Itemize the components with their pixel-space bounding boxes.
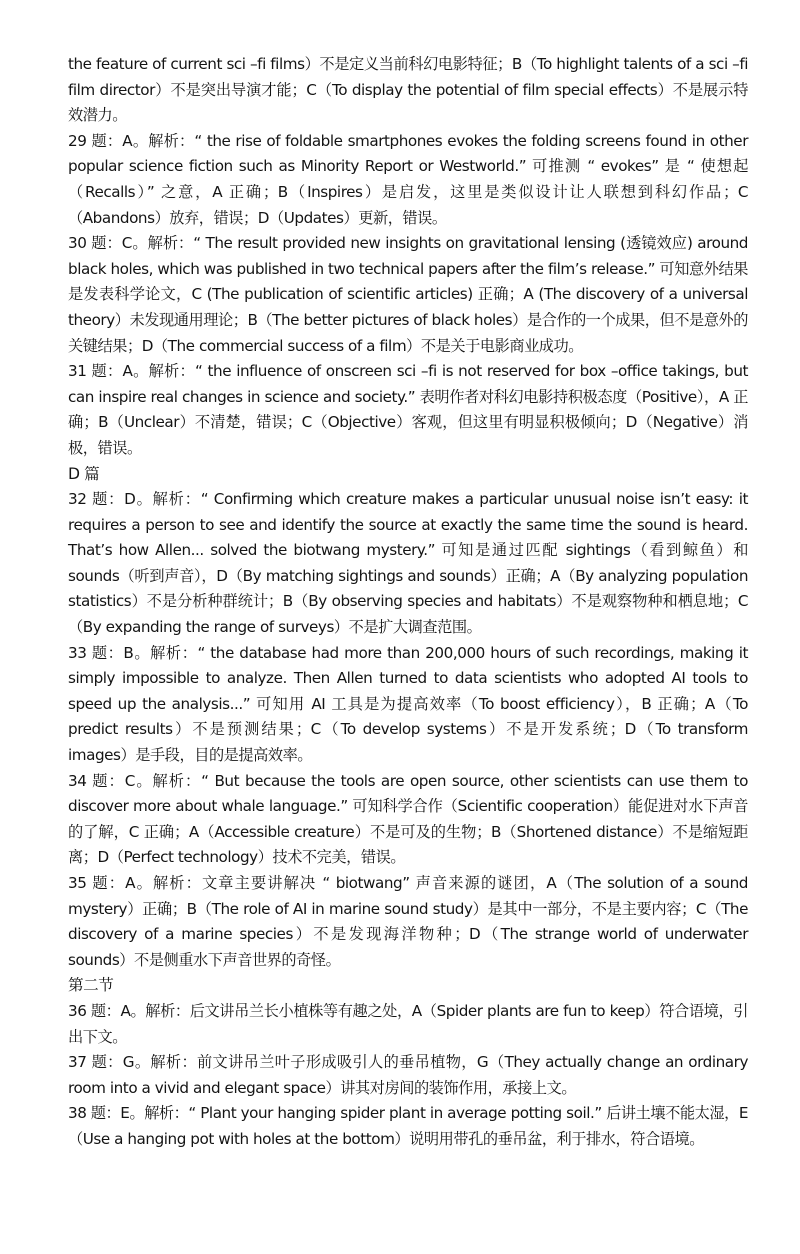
answer-explanation-page: [68, 52, 748, 1153]
section-heading-d: D 篇: [68, 464, 100, 483]
paragraph-continuation: the feature of current sci –fi films）不是定义当前科幻电影特征；B（To highlight talents of a sci –fi film director）不是突出导演才能；C（To display the potential of film special effects）不是展示特效潜力。: [68, 55, 748, 125]
paragraph-q31: 31 题：A。解析：“ the influence of onscreen sci –fi is not reserved for box –office takings, but can inspire real changes in science and society.” 表明作者对科幻电影持积极态度（Positive），A 正确；B（Unclear）不清楚，错误；C（Objective）客观，但这里有明显积极倾向；D（Negative）消极，错误。: [68, 362, 748, 457]
paragraph-q38: 38 题：E。解析：“ Plant your hanging spider plant in average potting soil.” 后讲土壤不能太湿，E（Use a hanging pot with holes at the bottom）说明用带孔的垂吊盆，利于排水，符合语境。: [68, 1104, 748, 1148]
paragraph-q29: 29 题：A。解析：“ the rise of foldable smartphones evokes the folding screens found in other popular science fiction such as Minority Report or Westworld.” 可推测 “ evokes” 是 “ 使想起（Recalls）” 之意，A 正确；B（Inspires）是启发，这里是类似设计让人联想到科幻作品；C（Abandons）放弃，错误；D（Updates）更新，错误。: [68, 131, 748, 227]
paragraph-q30: 30 题：C。解析：“ The result provided new insights on gravitational lensing (透镜效应) around black holes, which was published in two technical papers after the film’s release.” 可知意外结果是发表科学论文，C (The publication of scientific articles) 正确；A (The discovery of a universal theory）未发现通用理论；B（The better pictures of black holes）是合作的一个成果，但不是意外的关键结果；D（The commercial success of a film）不是关于电影商业成功。: [68, 234, 748, 355]
paragraph-q37: 37 题：G。解析：前文讲吊兰叶子形成吸引人的垂吊植物，G（They actually change an ordinary room into a vivid and elegant space）讲其对房间的装饰作用，承接上文。: [68, 1053, 748, 1097]
paragraph-q36: 36 题：A。解析：后文讲吊兰长小植株等有趣之处，A（Spider plants are fun to keep）符合语境，引出下文。: [68, 1001, 748, 1046]
paragraph-q35: 35 题：A。解析：文章主要讲解决 “ biotwang” 声音来源的谜团，A（The solution of a sound mystery）正确；B（The role of AI in marine sound study）是其中一部分，不是主要内容；C（The discovery of a marine species）不是发现海洋物种；D（The strange world of underwater sounds）不是侧重水下声音世界的奇怪。: [68, 874, 748, 969]
paragraph-q34: 34 题：C。解析：“ But because the tools are open source, other scientists can use them to discover more about whale language.” 可知科学合作（Scientific cooperation）能促进对水下声音的了解，C 正确；A（Accessible creature）不是可及的生物；B（Shortened distance）不是缩短距离；D（Perfect technology）技术不完美，错误。: [68, 771, 748, 867]
paragraph-q32: 32 题：D。解析：“ Confirming which creature makes a particular unusual noise isn’t easy: it requires a person to see and identify the source at exactly the same time the sound is heard. That’s how Allen... solved the biotwang mystery.” 可知是通过匹配 sightings（看到鲸鱼）和 sounds（听到声音），D（By matching sightings and sounds）正确；A（By analyzing population statistics）不是分析种群统计；B（By observing species and habitats）不是观察物种和栖息地；C（By expanding the range of surveys）不是扩大调查范围。: [68, 490, 748, 637]
paragraph-q33: 33 题：B。解析：“ the database had more than 200,000 hours of such recordings, making it simply impossible to analyze. Then Allen turned to data scientists who adopted AI tools to speed up the analysis...” 可知用 AI 工具是为提高效率（To boost efficiency），B 正确；A（To predict results）不是预测结果；C（To develop systems）不是开发系统；D（To transform images）是手段，目的是提高效率。: [68, 643, 748, 765]
section-heading-part-two: 第二节: [68, 976, 114, 995]
